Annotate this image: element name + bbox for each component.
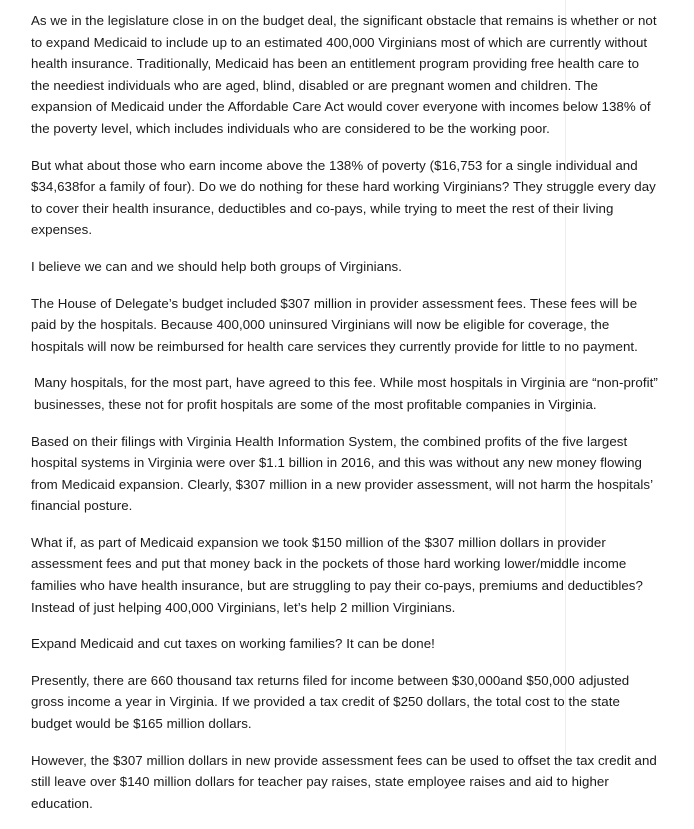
document-body <box>31 10 661 829</box>
paragraph-above-poverty: But what about those who earn income above the 138% of poverty ($16,753 for a single individual and $34,638for a family of four). Do we do nothing for these hard working Virginians? They struggle every day to cover their health insurance, deductibles and co-pays, while trying to meet the rest of their living expenses. <box>31 157 656 238</box>
paragraph-what-if: What if, as part of Medicaid expansion we took $150 million of the $307 million dollars in provider assessment fees and put that money back in the pockets of those hard working lower/middle income families who have health insurance, but are struggling to pay their co-pays, premiums and deductibles? Instead of just helping 400,000 Virginians, let’s help 2 million Virginians. <box>31 534 643 615</box>
paragraph-offset-credit: However, the $307 million dollars in new provide assessment fees can be used to offset the tax credit and still leave over $140 million dollars for teacher pay raises, state employee raises and aid to higher education. <box>31 752 657 811</box>
paragraph-hospitals-agree: Many hospitals, for the most part, have agreed to this fee. While most hospitals in Virginia are “non-profit” businesses, these not for profit hospitals are some of the most profitable companies in Virginia. <box>34 375 658 412</box>
paragraph-tax-returns: Presently, there are 660 thousand tax returns filed for income between $30,000and $50,000 adjusted gross income a year in Virginia. If we provided a tax credit of $250 dollars, the total cost to the state budget would be $165 million dollars. <box>31 672 630 732</box>
paragraph-cut-taxes: Expand Medicaid and cut taxes on working families? It can be done! <box>31 636 435 652</box>
paragraph-provider-fees: The House of Delegate’s budget included $307 million in provider assessment fees. These fees will be paid by the hospitals. Because 400,000 uninsured Virginians will now be eligible for coverage, the hospitals will now be reimbursed for health care services they currently provide for little to no payment. <box>31 295 638 354</box>
paragraph-medicaid-expansion: As we in the legislature close in on the budget deal, the significant obstacle that remains is whether or not to expand Medicaid to include up to an estimated 400,000 Virginians most of which are currently without health insurance. Traditionally, Medicaid has been an entitlement program providing free health care to the neediest individuals who are aged, blind, disabled or are pregnant women and children. The expansion of Medicaid under the Affordable Care Act would cover everyone with incomes below 138% of the poverty level, which includes individuals who are considered to be the working poor. <box>31 13 657 136</box>
paragraph-help-both-groups: I believe we can and we should help both groups of Virginians. <box>31 258 402 274</box>
paragraph-hospital-profits: Based on their filings with Virginia Health Information System, the combined profits of the five largest hospital systems in Virginia were over $1.1 billion in 2016, and this was without any new money flowing from Medicaid expansion. Clearly, $307 million in a new provider assessment, will not harm the hospitals’ financial posture. <box>31 433 653 514</box>
